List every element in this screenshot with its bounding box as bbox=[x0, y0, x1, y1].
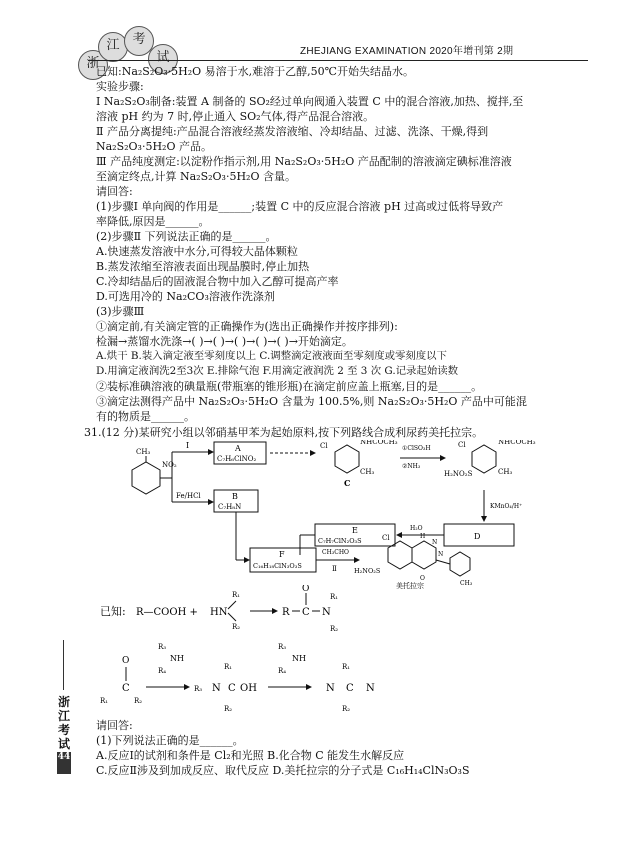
known2-oh: OH bbox=[240, 683, 257, 694]
known2-r3-b: R₃ bbox=[194, 685, 203, 693]
compound-C-nhcoch3: NHCOCH₃ bbox=[360, 440, 398, 446]
compound-F-formula: C₁₆H₁₈ClN₃O₃S bbox=[253, 562, 302, 570]
question-31-parts bbox=[96, 718, 470, 778]
known2-r1-b: R₁ bbox=[224, 663, 233, 671]
header-seal-4: 试 bbox=[148, 44, 178, 74]
compound-E-formula: C₇H₇ClN₂O₃S bbox=[318, 537, 362, 545]
text-line: 已知:Na₂S₂O₃·5H₂O 易溶于水,难溶于乙醇,50℃开始失结晶水。 bbox=[96, 65, 414, 78]
ch3cho-label: CH₃CHO bbox=[322, 549, 349, 556]
compound-B-label: B bbox=[232, 492, 238, 501]
text-line: Ⅲ 产品纯度测定:以淀粉作指示剂,用 Na₂S₂O₃·5H₂O 产品配制的溶液滴定碘标准溶液 bbox=[96, 155, 512, 168]
product-o: O bbox=[420, 575, 425, 582]
known2-r2-b: R₂ bbox=[224, 705, 233, 713]
known-reactions bbox=[100, 585, 530, 715]
known2-nh-b: NH bbox=[292, 654, 306, 663]
known-r1-a: R₁ bbox=[232, 591, 241, 599]
product-h2no2s: H₂NO₂S bbox=[354, 567, 381, 575]
known-amide-r: R bbox=[282, 607, 290, 618]
fe-hcl-label: Fe/HCl bbox=[176, 492, 201, 500]
reagent-2: ②NH₃ bbox=[402, 463, 421, 470]
question-30-body bbox=[96, 64, 527, 424]
known2-nh: NH bbox=[170, 654, 184, 663]
compound-A-formula: C₇H₆ClNO₂ bbox=[217, 455, 257, 463]
header-rule bbox=[88, 60, 588, 61]
text-line: 溶液 pH 约为 7 时,停止通入 SO₂气体,得产品混合溶液。 bbox=[96, 110, 375, 123]
known-amide-c: C bbox=[302, 607, 310, 618]
text-line: (1)下列说法正确的是______。 bbox=[96, 734, 244, 747]
known2-o: O bbox=[122, 656, 130, 666]
compound-B-formula: C₇H₈N bbox=[218, 503, 242, 511]
text-line: A.烘干 B.装入滴定液至零刻度以上 C.调整滴定液液面至零刻度或零刻度以下 bbox=[96, 350, 447, 362]
known2-r4: R₄ bbox=[158, 667, 167, 675]
question-31-stem: 31.(12 分)某研究小组以邻硝基甲苯为起始原料,按下列路线合成利尿药美托拉宗。 bbox=[84, 426, 484, 439]
text-line: ①滴定前,有关滴定管的正确操作为(选出正确操作并按序排列): bbox=[96, 320, 398, 333]
start-ch3: CH₃ bbox=[136, 448, 151, 456]
known2-n-c: N bbox=[366, 683, 375, 694]
reagent-1: ①ClSO₃H bbox=[402, 445, 431, 452]
known-hn: HN bbox=[210, 607, 228, 618]
known2-r1: R₁ bbox=[100, 697, 109, 705]
compound-C-label: C bbox=[344, 478, 351, 488]
product-n2: N bbox=[438, 551, 444, 558]
sidebar-rule bbox=[63, 640, 64, 690]
text-line: (1)步骤Ⅰ 单向阀的作用是______;装置 C 中的反应混合溶液 pH 过高或过低将导致产 bbox=[96, 200, 504, 213]
text-line: (2)步骤Ⅱ 下列说法正确的是______。 bbox=[96, 230, 277, 243]
known-r-cooh: R—COOH + bbox=[136, 607, 198, 618]
header-seal-2: 江 bbox=[98, 32, 128, 62]
reaction-scheme bbox=[110, 440, 590, 590]
text-line: A.反应Ⅰ的试剂和条件是 Cl₂和光照 B.化合物 C 能发生水解反应 bbox=[96, 749, 405, 762]
text-line: ③滴定法测得产品中 Na₂S₂O₃·5H₂O 含量为 100.5%,则 Na₂S₂O₃·5H₂O 产品中可能混 bbox=[96, 395, 527, 408]
start-benzene-ring bbox=[132, 462, 160, 494]
known-r2-a: R₂ bbox=[232, 623, 241, 631]
text-line: A.快速蒸发溶液中水分,可得较大晶体颗粒 bbox=[96, 245, 298, 258]
sidebar-journal-name: 浙江考试 bbox=[57, 695, 70, 751]
text-line: Na₂S₂O₃·5H₂O 产品。 bbox=[96, 140, 212, 153]
sulfonamide-h2no2s: H₂NO₂S bbox=[444, 470, 473, 478]
known2-n-b: N bbox=[326, 683, 335, 694]
known2-c-c: C bbox=[346, 683, 354, 694]
text-line: Ⅱ 产品分离提纯:产品混合溶液经蒸发溶液缩、冷却结晶、过滤、洗涤、干燥,得到 bbox=[96, 125, 489, 138]
text-line: D.用滴定液润洗2至3次 E.排除气泡 F.用滴定液润洗 2 至 3 次 G.记录起始读数 bbox=[96, 365, 458, 377]
compound-E-label: E bbox=[352, 526, 358, 535]
known2-r4-c: R₄ bbox=[278, 667, 287, 675]
product-name: 美托拉宗 bbox=[396, 582, 424, 590]
known2-c-b: C bbox=[228, 683, 236, 694]
known2-r3: R₃ bbox=[158, 643, 167, 651]
product-ring-c bbox=[450, 552, 470, 576]
text-line: ②装标准碘溶液的碘量瓶(带瓶塞的锥形瓶)在滴定前应盖上瓶塞,目的是______。 bbox=[96, 380, 483, 393]
text-line: 检漏→蒸馏水洗涤→( )→( )→( )→( )→( )→开始滴定。 bbox=[96, 335, 353, 348]
known2-r1-c: R₁ bbox=[342, 663, 351, 671]
text-line: Ⅰ Na₂S₂O₃制备:装置 A 制备的 SO₂经过单向阀通入装置 C 中的混合溶液,加热、搅拌,至 bbox=[96, 95, 524, 108]
sulfonamide-ch3: CH₃ bbox=[498, 468, 513, 476]
compound-F-label: F bbox=[279, 550, 285, 559]
step-I-label: Ⅰ bbox=[186, 441, 190, 450]
known-r2-b: R₂ bbox=[330, 625, 339, 633]
sulfonamide-nhcoch3: NHCOCH₃ bbox=[498, 440, 536, 446]
text-line: D.可选用冷的 Na₂CO₃溶液作洗涤剂 bbox=[96, 290, 275, 303]
header-seal-1: 浙 bbox=[78, 50, 108, 80]
compound-C-cl: Cl bbox=[320, 442, 328, 450]
text-line: 有的物质是______。 bbox=[96, 410, 195, 423]
text-line: 率降低,原因是______。 bbox=[96, 215, 210, 228]
compound-C-ring bbox=[335, 445, 359, 473]
product-n1: N bbox=[432, 539, 438, 546]
product-h: H bbox=[420, 533, 426, 540]
header-journal-title: ZHEJIANG EXAMINATION 2020年增刊第 2期 bbox=[300, 46, 514, 57]
compound-C-ch3: CH₃ bbox=[360, 468, 375, 476]
compound-A-label: A bbox=[235, 444, 241, 453]
known2-n: N bbox=[212, 683, 221, 694]
header-seal-3: 考 bbox=[124, 26, 154, 56]
product-ring-a bbox=[388, 541, 412, 569]
text-line: (3)步骤Ⅲ bbox=[96, 305, 145, 318]
known2-r2-c: R₂ bbox=[342, 705, 351, 713]
known-r1-b: R₁ bbox=[330, 593, 339, 601]
known2-r2: R₂ bbox=[134, 697, 143, 705]
text-line: 请回答: bbox=[96, 719, 133, 732]
known-prefix: 已知: bbox=[100, 605, 126, 618]
known-amide-o: O bbox=[302, 585, 310, 594]
text-line: C.反应Ⅱ涉及到加成反应、取代反应 D.美托拉宗的分子式是 C₁₆H₁₄ClN₃O₃S bbox=[96, 764, 470, 777]
text-line: 至滴定终点,计算 Na₂S₂O₃·5H₂O 含量。 bbox=[96, 170, 296, 183]
kmno4-label: KMnO₄/H⁺ bbox=[490, 503, 523, 510]
text-line: 实验步骤: bbox=[96, 80, 144, 93]
known2-r3-c: R₃ bbox=[278, 643, 287, 651]
text-line: C.冷却结晶后的固液混合物中加入乙醇可提高产率 bbox=[96, 275, 339, 288]
known2-c: C bbox=[122, 683, 130, 694]
sulfonamide-cl: Cl bbox=[458, 441, 466, 449]
product-ch3: CH₃ bbox=[460, 580, 473, 587]
text-line: B.蒸发浓缩至溶液表面出现晶膜时,停止加热 bbox=[96, 260, 310, 273]
text-line: 请回答: bbox=[96, 185, 133, 198]
start-no2: NO₂ bbox=[162, 461, 177, 469]
sulfonamide-ring bbox=[472, 445, 496, 473]
step-II-label: Ⅱ bbox=[332, 565, 337, 573]
h2o-label: H₂O bbox=[410, 525, 423, 532]
known-amide-n: N bbox=[322, 607, 331, 618]
compound-D-label: D bbox=[474, 532, 481, 541]
page-number: 44 bbox=[57, 752, 71, 774]
product-cl: Cl bbox=[382, 534, 390, 542]
